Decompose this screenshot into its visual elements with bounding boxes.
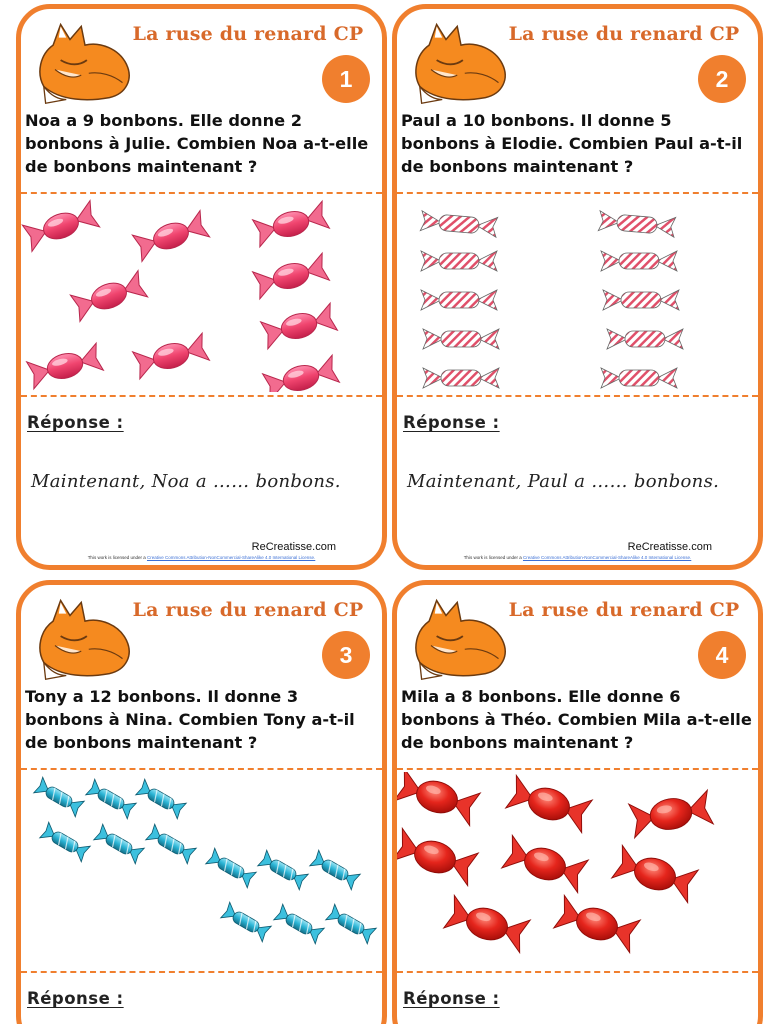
- blue-candy-icon: [86, 779, 137, 819]
- blue-candy-icon: [40, 822, 91, 862]
- striped-candy-icon: [423, 368, 499, 388]
- blue-candy-icon: [206, 848, 257, 888]
- problem-card-1: [16, 4, 387, 570]
- pink-candy-icon: [22, 201, 99, 252]
- card-number-badge: 1: [322, 55, 370, 103]
- red-candy-icon: [502, 835, 588, 892]
- striped-candy-icon: [607, 329, 683, 349]
- dashed-divider: [397, 971, 758, 973]
- pink-candy-icon: [132, 211, 209, 262]
- striped-candy-icon: [421, 251, 497, 271]
- dashed-divider: [397, 395, 758, 397]
- license-prefix: This work is licensed under a: [87, 555, 147, 560]
- pink-candy-icon: [263, 355, 340, 392]
- card-title: La ruse du renard CP: [508, 599, 740, 621]
- red-candy-icon: [397, 828, 478, 885]
- pink-candy-icon: [133, 333, 210, 379]
- blue-candy-icon: [326, 904, 377, 944]
- license-notice: [21, 555, 382, 560]
- card-title: La ruse du renard CP: [132, 23, 364, 45]
- red-candy-icon: [554, 895, 640, 952]
- striped-candy-icon: [603, 290, 679, 310]
- dashed-divider: [21, 971, 382, 973]
- striped-candy-icon: [423, 329, 499, 349]
- answer-sentence: Maintenant, Paul a …… bonbons.: [407, 471, 720, 492]
- red-candy-icon: [612, 845, 698, 902]
- blue-candy-icon: [310, 850, 361, 890]
- card-number-badge: 2: [698, 55, 746, 103]
- dashed-divider: [21, 395, 382, 397]
- candy-illustration: [397, 196, 758, 392]
- card-title: La ruse du renard CP: [508, 23, 740, 45]
- blue-candy-icon: [274, 904, 325, 944]
- problem-card-3: [16, 580, 387, 1024]
- candy-illustration: [21, 196, 382, 392]
- blue-candy-icon: [94, 824, 145, 864]
- problem-text: Noa a 9 bonbons. Elle donne 2 bonbons à Julie. Combien Noa a-t-elle de bonbons maintenant ?: [25, 111, 369, 176]
- card-number-badge: 4: [698, 631, 746, 679]
- site-credit: ReCreatisse.com: [251, 541, 336, 553]
- reponse-label: Réponse :: [403, 413, 500, 432]
- blue-candy-icon: [258, 850, 309, 890]
- candy-illustration: [397, 772, 758, 968]
- red-candy-icon: [629, 790, 714, 838]
- license-link[interactable]: Creative Commons Attribution-NonCommercial-ShareAlike 4.0 International License.: [146, 555, 316, 560]
- striped-candy-icon: [601, 251, 677, 271]
- license-notice: [397, 555, 758, 560]
- card-title: La ruse du renard CP: [132, 599, 364, 621]
- striped-candy-icon: [601, 368, 677, 388]
- license-link[interactable]: Creative Commons Attribution-NonCommercial-ShareAlike 4.0 International License.: [522, 555, 692, 560]
- dashed-divider: [397, 192, 758, 194]
- reponse-label: Réponse :: [27, 413, 124, 432]
- red-candy-icon: [444, 895, 530, 952]
- problem-card-2: [392, 4, 763, 570]
- answer-sentence: Maintenant, Noa a …… bonbons.: [31, 471, 341, 492]
- red-candy-icon: [506, 775, 592, 832]
- problem-text: Tony a 12 bonbons. Il donne 3 bonbons à Nina. Combien Tony a-t-il de bonbons maintenant ?: [25, 687, 355, 752]
- blue-candy-icon: [136, 779, 187, 819]
- dashed-divider: [397, 768, 758, 770]
- problem-card-4: [392, 580, 763, 1024]
- striped-candy-icon: [598, 211, 675, 238]
- pink-candy-icon: [27, 343, 104, 389]
- pink-candy-icon: [253, 201, 330, 247]
- striped-candy-icon: [420, 211, 497, 238]
- blue-candy-icon: [221, 902, 272, 942]
- card-number-badge: 3: [322, 631, 370, 679]
- blue-candy-icon: [34, 777, 85, 817]
- pink-candy-icon: [261, 303, 338, 349]
- blue-candy-icon: [146, 824, 197, 864]
- problem-text: Paul a 10 bonbons. Il donne 5 bonbons à Elodie. Combien Paul a-t-il de bonbons maintenant ?: [401, 111, 743, 176]
- pink-candy-icon: [253, 253, 330, 299]
- pink-candy-icon: [70, 271, 147, 322]
- candy-illustration: [21, 772, 382, 968]
- striped-candy-icon: [421, 290, 497, 310]
- red-candy-icon: [397, 772, 480, 826]
- dashed-divider: [21, 768, 382, 770]
- site-credit: ReCreatisse.com: [627, 541, 712, 553]
- reponse-label: Réponse :: [27, 989, 124, 1008]
- license-prefix: This work is licensed under a: [463, 555, 523, 560]
- dashed-divider: [21, 192, 382, 194]
- reponse-label: Réponse :: [403, 989, 500, 1008]
- problem-text: Mila a 8 bonbons. Elle donne 6 bonbons à Théo. Combien Mila a-t-elle de bonbons maintenant ?: [401, 687, 752, 752]
